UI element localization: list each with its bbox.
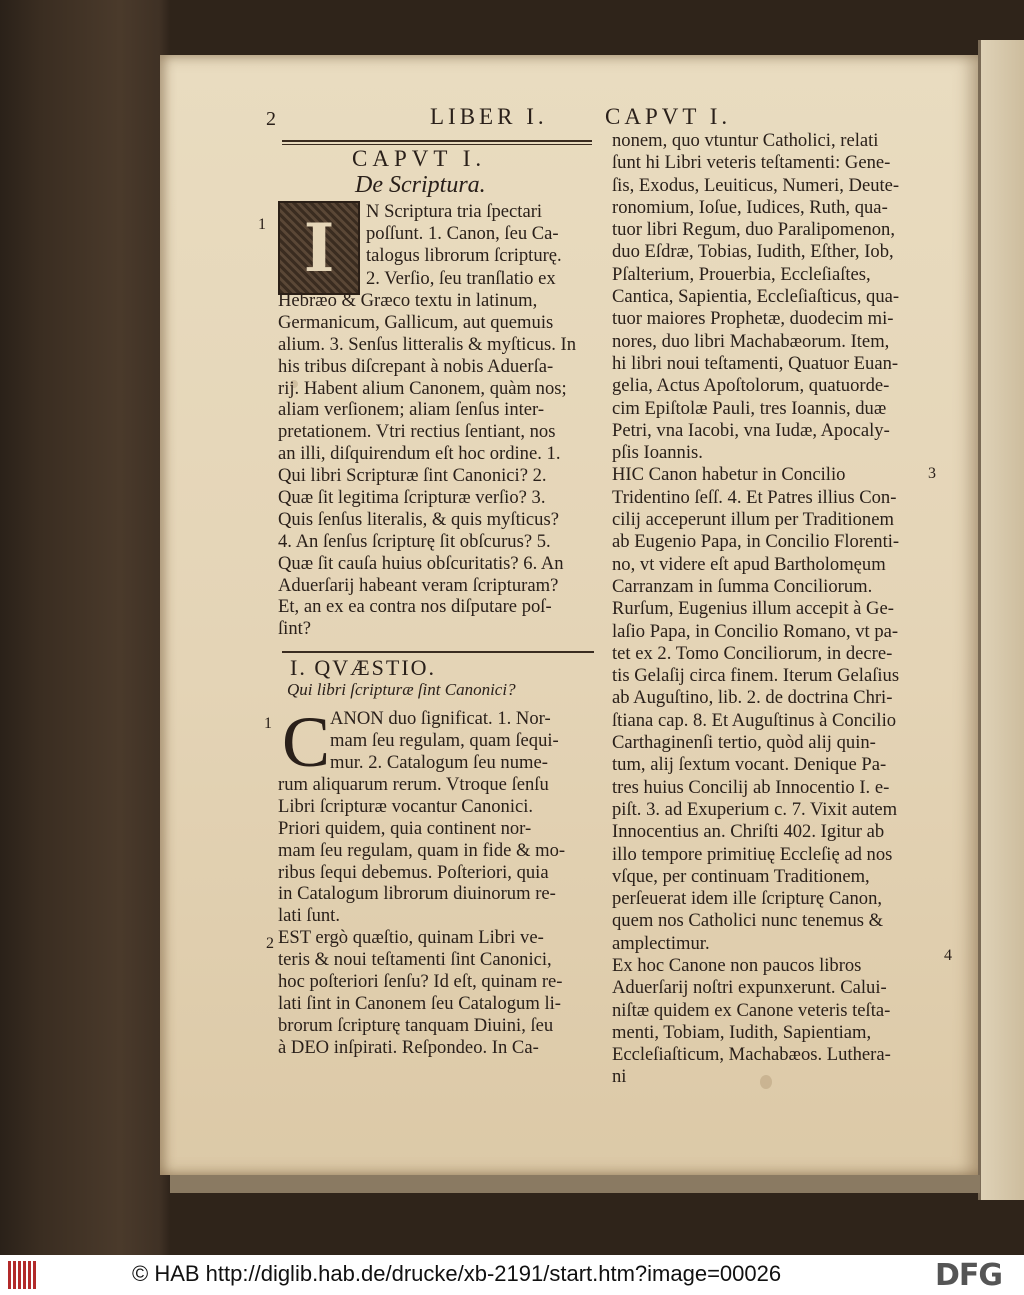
text-line: tuor maiores Prophetæ, duodecim mi- <box>612 308 894 330</box>
margin-number: 1 <box>264 715 272 732</box>
margin-number: 3 <box>928 465 936 482</box>
text-line: Et, an ex ea contra nos diſputare poſ- <box>278 596 552 618</box>
margin-number: 4 <box>944 947 952 964</box>
question-subheading: Qui libri ſcripturæ ſint Canonici? <box>287 680 516 699</box>
text-line: EST ergò quæſtio, quinam Libri ve- <box>278 927 544 949</box>
text-line: Quæ ſit cauſa huius obſcuritatis? 6. An <box>278 552 564 574</box>
text-line: Carthaginenſi tertio, quòd alij quin- <box>612 732 876 754</box>
text-line: mam ſeu regulam, quam ſequi- <box>330 730 559 752</box>
text-line: ni <box>612 1066 627 1088</box>
text-line: ribus ſequi debemus. Poſteriori, quia <box>278 861 549 883</box>
text-line: Tridentino ſeſſ. 4. Et Patres illius Con- <box>612 486 897 508</box>
page-stack-edge <box>170 1175 980 1193</box>
text-line: cilij acceperunt illum per Traditionem <box>612 509 894 531</box>
text-line: alium. 3. Senſus litteralis & myſticus. In <box>278 333 576 355</box>
text-line: his tribus diſcrepant à nobis Aduerſa- <box>278 355 554 377</box>
text-line: laſio Papa, in Concilio Romano, vt pa- <box>612 620 899 642</box>
text-line: vſque, per continuam Traditionem, <box>612 865 870 887</box>
question-heading: I. QVÆSTIO. <box>290 655 437 680</box>
text-line: gelia, Actus Apoſtolorum, quatuorde- <box>612 375 890 397</box>
question-text-indented <box>330 708 559 775</box>
text-line: poſſunt. 1. Canon, ſeu Ca- <box>366 223 559 245</box>
text-line: niſtæ quidem ex Canone veteris teſta- <box>612 999 891 1021</box>
text-line: nonem, quo vtuntur Catholici, relati <box>612 130 879 151</box>
folio-number: 2 <box>266 108 276 130</box>
text-line: talogus librorum ſcripturę. <box>366 245 562 267</box>
text-line: rij. Habent alium Canonem, quàm nos; <box>278 377 567 399</box>
text-line: ſint? <box>278 618 312 640</box>
text-line: Priori quidem, quia continent nor- <box>278 817 532 839</box>
text-line: brorum ſcripturę tanquam Diuini, ſeu <box>278 1014 554 1036</box>
text-line: no, vt videre eſt apud Bartholomęum <box>612 553 886 575</box>
ornamental-dropcap: I <box>278 201 360 295</box>
text-line: ab Eugenio Papa, in Concilio Florenti- <box>612 531 900 553</box>
text-line: à DEO inſpirati. Reſpondeo. In Ca- <box>278 1036 539 1058</box>
question-text <box>278 774 565 1059</box>
text-line: Cantica, Sapientia, Eccleſiaſticus, qua- <box>612 286 900 308</box>
text-line: tis Gelaſij circa finem. Iterum Gelaſius <box>612 665 900 687</box>
text-line: tres huius Concilij ab Innocentio I. e- <box>612 776 890 798</box>
text-line: N Scriptura tria ſpectari <box>366 201 543 222</box>
text-line: Carranzam in ſumma Conciliorum. <box>612 575 873 597</box>
text-line: tet ex 2. Tomo Conciliorum, in decre- <box>612 642 893 664</box>
text-line: lati ſunt. <box>278 905 340 927</box>
text-line: mur. 2. Catalogum ſeu nume- <box>330 752 548 774</box>
text-line: Petri, vna Iacobi, vna Iudæ, Apocaly- <box>612 419 890 441</box>
running-head-left: LIBER I. <box>430 104 548 129</box>
text-line: hi libri noui teſtamenti, Quatuor Euan- <box>612 352 899 374</box>
text-line: perſeuerat idem ille ſcripturę Canon, <box>612 888 883 910</box>
next-leaf-edge <box>978 40 1024 1200</box>
right-column-text <box>612 130 899 1089</box>
text-line: Innocentius an. Chriſti 402. Igitur ab <box>612 821 885 843</box>
text-line: Quæ ſit legitima ſcripturæ verſio? 3. <box>278 487 546 509</box>
text-line: ronomium, Ioſue, Iudices, Ruth, qua- <box>612 196 888 218</box>
text-line: Rurſum, Eugenius illum accepit à Ge- <box>612 598 894 620</box>
chapter-subtitle: De Scriptura. <box>355 172 486 198</box>
text-line: ſis, Exodus, Leuiticus, Numeri, Deute- <box>612 174 900 196</box>
margin-number: 2 <box>266 935 274 952</box>
text-line: ſunt hi Libri veteris teſtamenti: Gene- <box>612 152 891 174</box>
text-line: teris & noui teſtamenti ſint Canonici, <box>278 949 552 971</box>
initial-capital: C <box>282 702 331 782</box>
intro-text <box>278 290 576 640</box>
text-line: Aduerſarij noſtri expunxerunt. Calui- <box>612 977 887 999</box>
running-head-right: CAPVT I. <box>605 104 732 129</box>
margin-number: 1 <box>258 216 266 233</box>
text-line: mam ſeu regulam, quam in fide & mo- <box>278 839 566 861</box>
viewer-footer <box>0 1255 1024 1295</box>
text-line: hoc poſteriori ſenſu? Id eſt, quinam re- <box>278 971 563 993</box>
text-line: tum, alij ſextum vocant. Denique Pa- <box>612 754 887 776</box>
text-line: HIC Canon habetur in Concilio <box>612 464 846 486</box>
text-line: nores, duo libri Machabæorum. Item, <box>612 330 890 352</box>
text-line: amplectimur. <box>612 932 710 954</box>
head-rule <box>282 140 592 142</box>
text-line: pſis Ioannis. <box>612 442 703 464</box>
text-line: tuor libri Regum, duo Paralipomenon, <box>612 219 896 241</box>
text-line: rum aliquarum rerum. Vtroque ſenſu <box>278 774 549 795</box>
text-line: illo tempore primitiuę Eccleſię ad nos <box>612 843 893 865</box>
intro-text-indented <box>366 201 562 290</box>
text-line: pretationem. Vtri rectius ſentiant, nos <box>278 421 556 443</box>
text-line: Eccleſiaſticum, Machabæos. Luthera- <box>612 1044 891 1066</box>
text-line: menti, Tobiam, Iudith, Sapientiam, <box>612 1021 872 1043</box>
text-line: lati ſint in Canonem ſeu Catalogum li- <box>278 992 561 1014</box>
text-line: ANON duo ſignificat. 1. Nor- <box>330 708 551 729</box>
text-line: quem nos Catholici nunc tenemus & <box>612 910 884 932</box>
text-line: in Catalogum librorum diuinorum re- <box>278 883 556 905</box>
text-line: Germanicum, Gallicum, aut quemuis <box>278 311 554 333</box>
text-line: an illi, diſquirendum eſt hoc ordine. 1. <box>278 443 561 465</box>
text-line: Qui libri Scripturæ ſint Canonici? 2. <box>278 465 547 487</box>
text-line: Hebræo & Græco textu in latinum, <box>278 290 538 311</box>
barcode-logo-icon <box>8 1261 42 1289</box>
text-line: 2. Verſio, ſeu tranſlatio ex <box>366 267 556 289</box>
chapter-title: CAPVT I. <box>352 146 487 171</box>
text-line: ſtiana cap. 8. Et Auguſtinus à Concilio <box>612 709 897 731</box>
text-line: duo Eſdræ, Tobias, Iudith, Eſther, Iob, <box>612 241 894 263</box>
text-line: Ex hoc Canone non paucos libros <box>612 954 862 976</box>
text-line: Quis ſenſus literalis, & quis myſticus? <box>278 508 559 530</box>
text-line: 4. An ſenſus ſcripturę ſit obſcurus? 5. <box>278 530 551 552</box>
head-rule-thin <box>282 144 592 145</box>
text-line: cim Epiſtolæ Pauli, tres Ioannis, duæ <box>612 397 887 419</box>
question-rule <box>282 651 594 653</box>
dfg-logo: DFG <box>935 1258 1003 1293</box>
text-line: aliam verſionem; aliam ſenſus inter- <box>278 399 545 421</box>
text-line: Pſalterium, Prouerbia, Eccleſiaſtes, <box>612 263 871 285</box>
text-line: Aduerſarij habeant veram ſcripturam? <box>278 574 559 596</box>
text-line: ab Auguſtino, lib. 2. de doctrina Chri- <box>612 687 893 709</box>
text-line: Libri ſcripturæ vocantur Canonici. <box>278 795 534 817</box>
text-line: piſt. 3. ad Exuperium c. 7. Vixit autem <box>612 798 898 820</box>
source-url-link[interactable]: © HAB http://diglib.hab.de/drucke/xb-2191/start.htm?image=00026 <box>132 1261 782 1286</box>
